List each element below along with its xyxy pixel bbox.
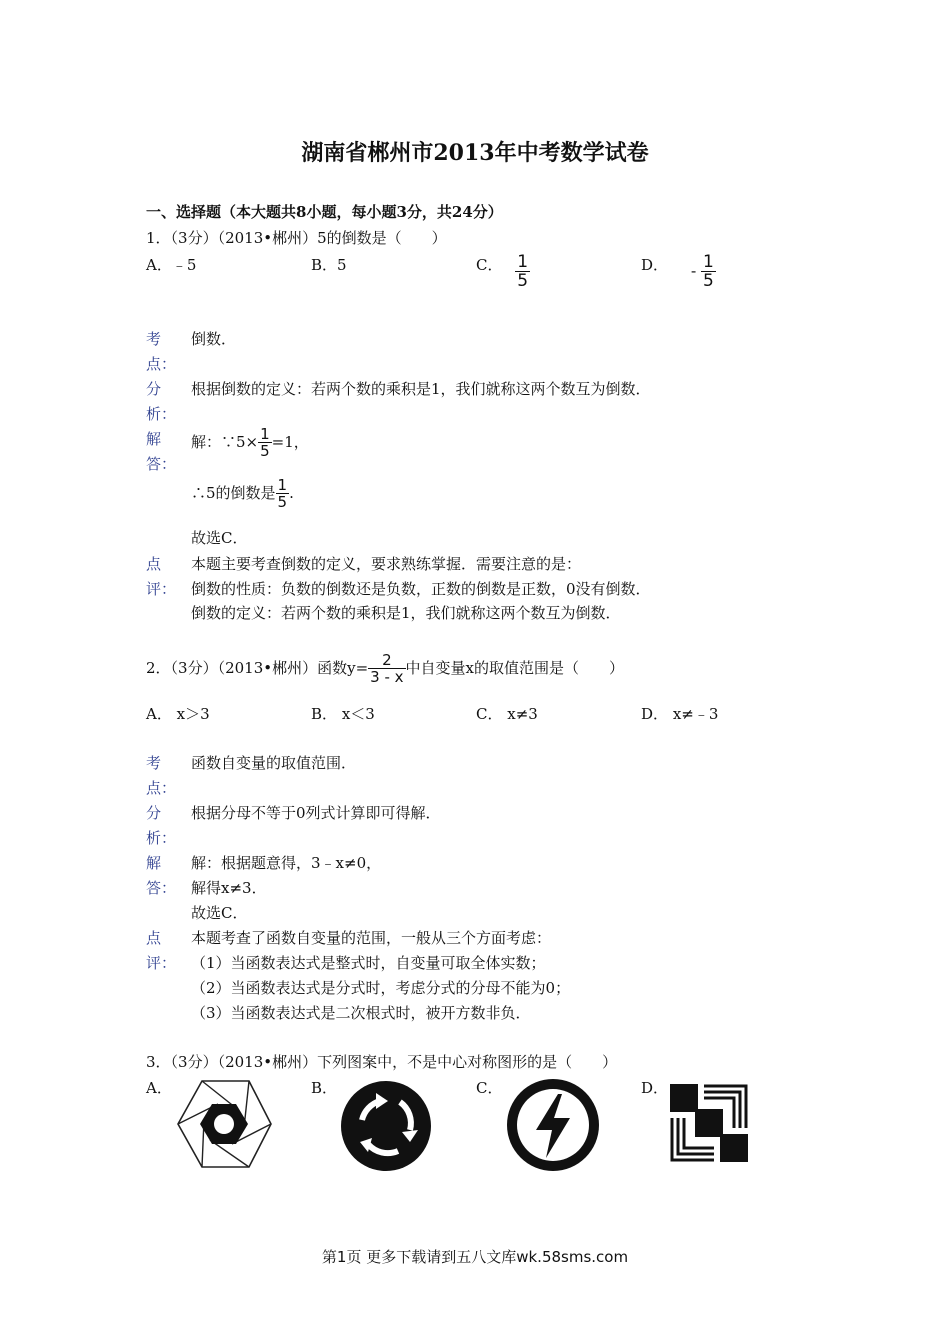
q2-option-b: B． x＜3 (311, 705, 375, 723)
q2-jieda-line2: 解得x≠3． (191, 879, 267, 897)
kaodian-label: 考 (146, 330, 162, 348)
q1-jieda-line1: 解：∵5× $\frac{1}{5}$ =1， (191, 425, 309, 460)
q2-kaodian: 函数自变量的取值范围． (191, 754, 357, 772)
q3-option-c-letter: C． (476, 1079, 503, 1097)
dianping-label: 点 (146, 555, 162, 573)
jieda-label: 答： (146, 455, 177, 473)
q1-fenxi: 根据倒数的定义：若两个数的乘积是1，我们就称这两个数互为倒数． (191, 380, 651, 398)
q2-option-a: A． x＞3 (146, 705, 210, 723)
q1-jieda-line3: 故选C． (191, 529, 248, 547)
jieda-label: 解 (146, 854, 162, 872)
q3-option-a-letter: A． (146, 1079, 172, 1097)
q2-stem: 2．（3分）（2013•郴州）函数y= $\frac{2}{3 - x}$ 中自变量x的取值范围是（ ） (146, 651, 624, 686)
q1-dianping-line3: 倒数的定义：若两个数的乘积是1，我们就称这两个数互为倒数． (191, 604, 621, 622)
lightning-circle-icon (506, 1078, 600, 1172)
q3-stem: 3．（3分）（2013•郴州）下列图案中，不是中心对称图形的是（ ） (146, 1053, 618, 1071)
q1-dianping-line2: 倒数的性质：负数的倒数还是负数，正数的倒数是正数，0没有倒数． (191, 580, 651, 598)
q1-dianping-line1: 本题主要考查倒数的定义，要求熟练掌握．需要注意的是： (191, 555, 582, 573)
fenxi-label: 分 (146, 804, 162, 822)
dianping-label: 评： (146, 954, 177, 972)
q1-option-a: A．﹣5 (146, 256, 197, 274)
q3-option-d-letter: D． (641, 1079, 669, 1097)
q2-dianping-line3: （2）当函数表达式是分式时，考虑分式的分母不能为0； (191, 979, 571, 997)
q1-kaodian: 倒数． (191, 330, 237, 348)
section-heading: 一、选择题（本大题共8小题，每小题3分，共24分） (146, 203, 503, 221)
q1-option-b: B．5 (311, 256, 347, 274)
q2-dianping-line4: （3）当函数表达式是二次根式时，被开方数非负． (191, 1004, 531, 1022)
q3-option-b-letter: B． (311, 1079, 338, 1097)
dianping-label: 评： (146, 580, 177, 598)
square-blocks-icon (668, 1082, 750, 1164)
kaodian-label: 考 (146, 754, 162, 772)
fenxi-label: 分 (146, 380, 162, 398)
circular-arrows-icon (340, 1080, 432, 1172)
page-footer: 第1页 更多下载请到五八文库wk.58sms.com (321, 1248, 629, 1266)
page-title: 湖南省郴州市2013年中考数学试卷 (301, 140, 649, 166)
fenxi-label: 析： (146, 405, 177, 423)
kaodian-label: 点： (146, 355, 177, 373)
dianping-label: 点 (146, 929, 162, 947)
q1-option-d: D． - $\frac{1}{5}$ (641, 252, 714, 291)
kaodian-label: 点： (146, 779, 177, 797)
fenxi-label: 析： (146, 829, 177, 847)
hexagon-pattern-icon (174, 1078, 274, 1170)
q2-option-c: C． x≠3 (476, 705, 538, 723)
q2-dianping-line1: 本题考查了函数自变量的范围，一般从三个方面考虑： (191, 929, 552, 947)
q2-fenxi: 根据分母不等于0列式计算即可得解． (191, 804, 441, 822)
q1-stem: 1．（3分）（2013•郴州）5的倒数是（ ） (146, 229, 447, 247)
q2-jieda-line3: 故选C． (191, 904, 248, 922)
q2-option-d: D． x≠﹣3 (641, 705, 719, 723)
q1-jieda-line2: ∴5的倒数是 $\frac{1}{5}$ . (191, 476, 294, 511)
q2-jieda-line1: 解：根据题意得，3﹣x≠0， (191, 854, 382, 872)
q1-option-c: C． $\frac{1}{5}$ (476, 252, 529, 291)
jieda-label: 解 (146, 430, 162, 448)
jieda-label: 答： (146, 879, 177, 897)
q2-dianping-line2: （1）当函数表达式是整式时，自变量可取全体实数； (191, 954, 546, 972)
